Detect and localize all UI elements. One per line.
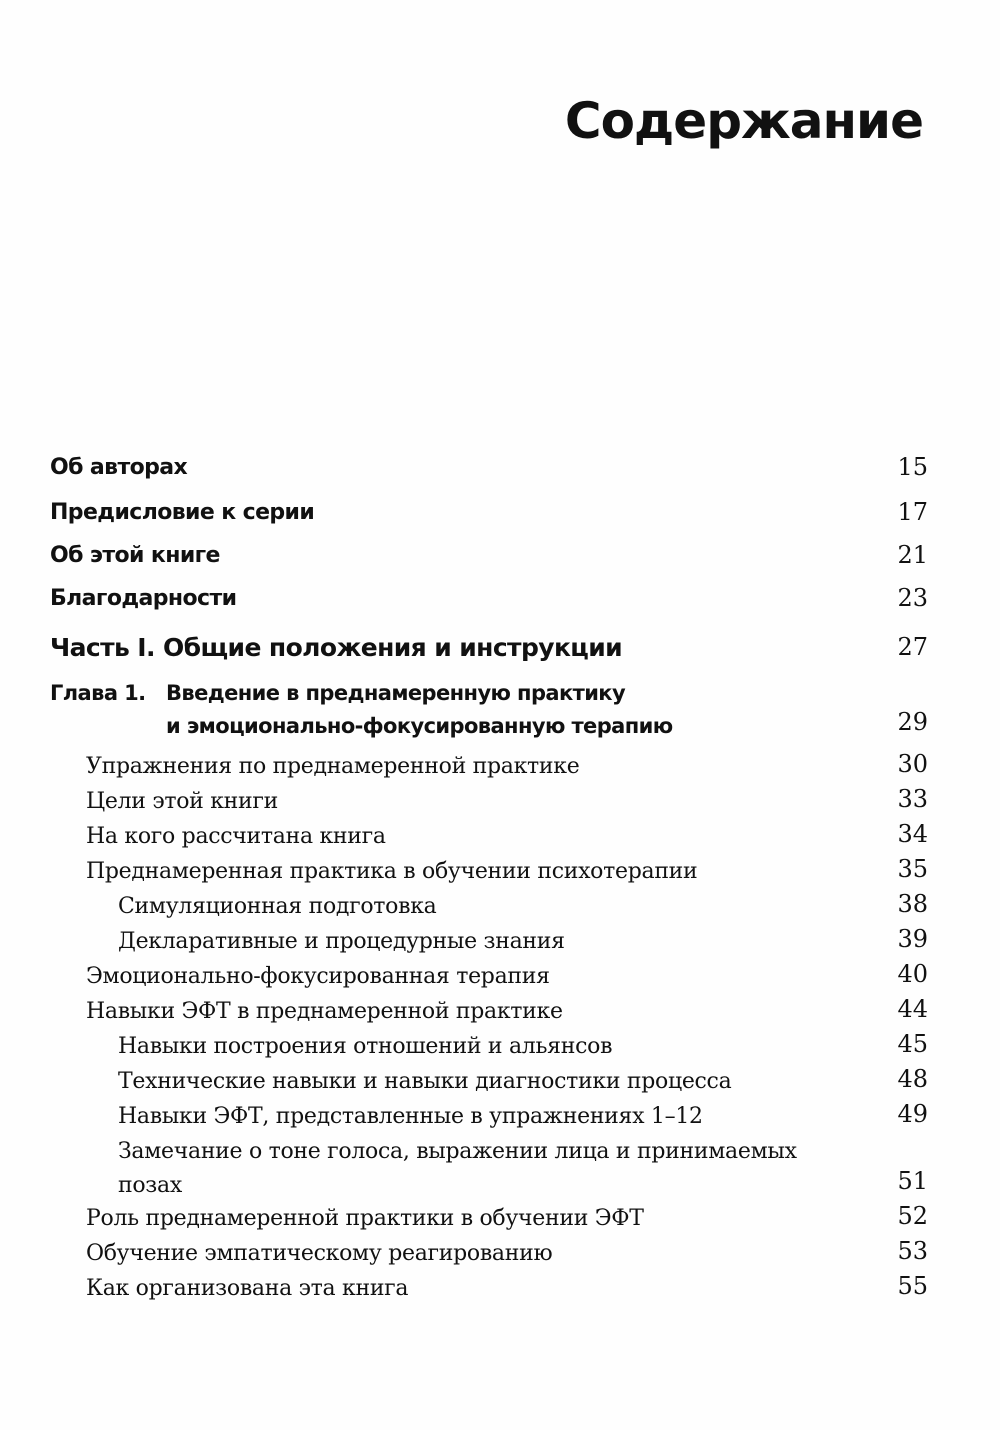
toc-entry-label: Упражнения по преднамеренной практике [86,754,580,779]
toc-entry-label: Навыки ЭФТ, представленные в упражнениях 1–12 [118,1104,703,1129]
toc-entry-page: 39 [897,925,928,953]
toc-entry-label: Эмоционально-фокусированная терапия [86,964,550,989]
toc-entry-label: Цели этой книги [86,789,278,814]
toc-entry-page: 49 [897,1100,928,1128]
toc-entry-page: 33 [897,785,928,813]
toc-entry-subsection[interactable] [0,925,1000,969]
toc-entry-subsection[interactable] [0,890,1000,934]
toc-entry-label: Технические навыки и навыки диагностики процесса [118,1069,732,1094]
toc-entry-label-line-1: Замечание о тоне голоса, выражении лица и принимаемых [118,1139,797,1164]
toc-entry-series-preface[interactable] [0,500,1000,540]
toc-entry-section[interactable] [0,960,1000,1004]
toc-entry-page: 35 [897,855,928,883]
toc-entry-label: Навыки построения отношений и альянсов [118,1034,613,1059]
toc-entry-section[interactable] [0,1272,1000,1316]
toc-entry-page: 21 [897,541,928,569]
toc-entry-section[interactable] [0,785,1000,829]
toc-entry-section[interactable] [0,750,1000,794]
toc-entry-label: Симуляционная подготовка [118,894,437,919]
toc-entry-about-authors[interactable] [0,455,1000,495]
toc-entry-page: 40 [897,960,928,988]
toc-entry-page: 38 [897,890,928,918]
toc-entry-label: Навыки ЭФТ в преднамеренной практике [86,999,563,1024]
toc-entry-page: 52 [897,1202,928,1230]
chapter-prefix: Глава 1. [50,681,146,705]
toc-entry-page: 15 [897,453,928,481]
toc-entry-label: Об этой книге [50,543,220,568]
toc-entry-page: 23 [897,584,928,612]
toc-entry-label: Благодарности [50,586,237,611]
toc-entry-subsection[interactable] [0,1065,1000,1109]
toc-entry-label: Предисловие к серии [50,500,315,525]
toc-entry-about-book[interactable] [0,543,1000,583]
toc-entry-label: На кого рассчитана книга [86,824,386,849]
toc-entry-page: 27 [897,633,928,661]
toc-entry-part-1[interactable] [0,633,1000,673]
toc-entry-label: Роль преднамеренной практики в обучении ЭФТ [86,1206,644,1231]
toc-entry-label: Как организована эта книга [86,1276,409,1301]
toc-entry-page: 29 [897,708,928,736]
toc-entry-page: 34 [897,820,928,848]
toc-entry-subsection[interactable] [0,1139,1000,1209]
toc-entry-page: 44 [897,995,928,1023]
toc-entry-subsection[interactable] [0,1030,1000,1074]
toc-entry-section[interactable] [0,995,1000,1039]
toc-entry-section[interactable] [0,1202,1000,1246]
toc-entry-page: 48 [897,1065,928,1093]
toc-entry-chapter-1[interactable] [0,677,1000,747]
page-title: Содержание [564,92,923,150]
toc-entry-page: 55 [897,1272,928,1300]
toc-entry-section[interactable] [0,1237,1000,1281]
toc-entry-label: Декларативные и процедурные знания [118,929,565,954]
toc-entry-subsection[interactable] [0,1100,1000,1144]
chapter-title-line-1: Введение в преднамеренную практику [166,681,626,705]
toc-entry-page: 53 [897,1237,928,1265]
toc-entry-section[interactable] [0,855,1000,899]
toc-entry-page: 51 [897,1167,928,1195]
toc-entry-label: Об авторах [50,455,188,480]
toc-entry-section[interactable] [0,820,1000,864]
toc-entry-page: 45 [897,1030,928,1058]
toc-entry-acknowledgments[interactable] [0,586,1000,626]
toc-entry-page: 17 [897,498,928,526]
toc-entry-label: Часть I. Общие положения и инструкции [50,633,623,662]
toc-entry-label-line-2: позах [118,1173,182,1198]
toc-entry-page: 30 [897,750,928,778]
toc-entry-label: Преднамеренная практика в обучении психотерапии [86,859,698,884]
chapter-title-line-2: и эмоционально-фокусированную терапию [166,714,673,738]
toc-entry-label: Обучение эмпатическому реагированию [86,1241,553,1266]
